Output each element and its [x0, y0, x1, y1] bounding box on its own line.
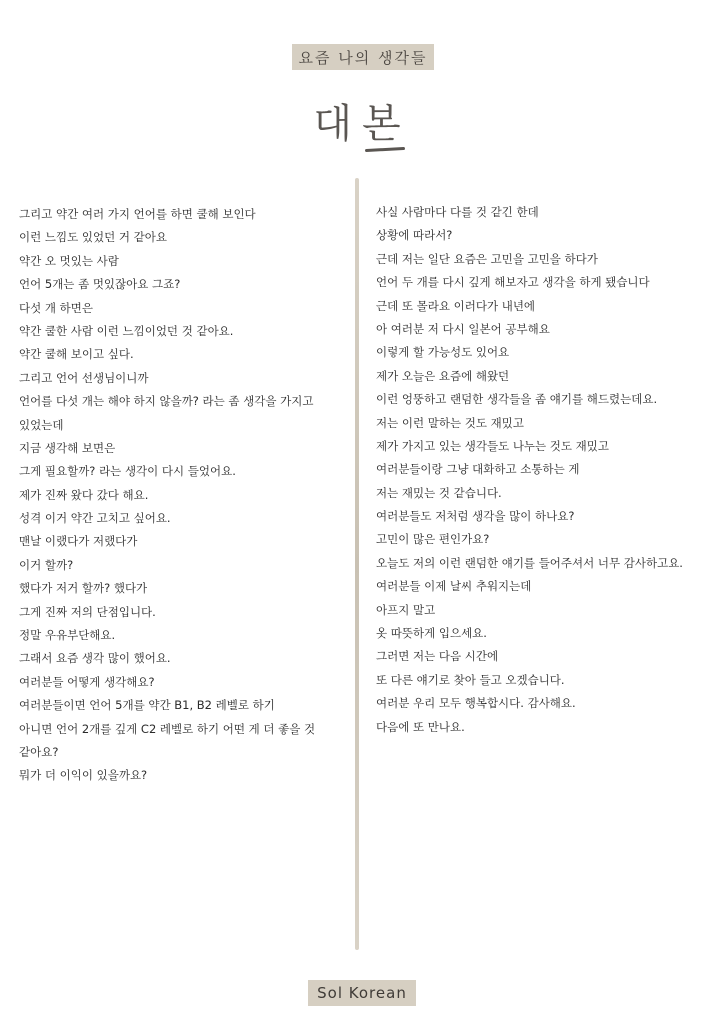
script-line: 그게 필요할까? 라는 생각이 다시 들었어요. [19, 464, 236, 479]
script-line: 이렇게 할 가능성도 있어요 [376, 345, 510, 360]
script-line: 여러분들이면 언어 5개를 약간 B1, B2 레벨로 하기 [19, 698, 275, 713]
script-line: 오늘도 저의 이런 랜덤한 얘기를 들어주셔서 너무 감사하고요. [376, 555, 683, 570]
script-line: 제가 가지고 있는 생각들도 나누는 것도 재밌고 [376, 438, 610, 453]
script-line: 또 다른 얘기로 찾아 들고 오겠습니다. [376, 672, 565, 687]
script-line: 이거 할까? [19, 557, 74, 572]
script-line: 제가 진짜 왔다 갔다 해요. [19, 487, 149, 502]
script-line: 언어를 다섯 개는 해야 하지 않을까? 라는 좀 생각을 가지고 [19, 394, 314, 409]
script-line: 아 여러분 저 다시 일본어 공부해요 [376, 321, 550, 336]
script-line: 언어 두 개를 다시 깊게 해보자고 생각을 하게 됐습니다 [376, 275, 650, 290]
left-column [19, 203, 349, 788]
script-line: 제가 오늘은 요즘에 해왔던 [376, 368, 510, 383]
script-line: 상황에 따라서? [376, 228, 453, 243]
script-line: 있었는데 [19, 417, 64, 432]
script-line: 그러면 저는 다음 시간에 [376, 649, 499, 664]
right-column [376, 201, 716, 739]
script-line: 뭐가 더 이익이 있을까요? [19, 768, 148, 783]
script-line: 그리고 약간 여러 가지 언어를 하면 쿨해 보인다 [19, 207, 256, 221]
brand-text: Sol Korean [317, 984, 407, 1002]
brand-tag [308, 980, 416, 1006]
script-line: 아프지 말고 [376, 602, 436, 617]
script-line: 했다가 저거 할까? 했다가 [19, 581, 148, 596]
script-line: 아니면 언어 2개를 깊게 C2 레벨로 하기 어떤 게 더 좋을 것 [19, 721, 316, 736]
script-line: 이런 엉뚱하고 랜덤한 생각들을 좀 얘기를 해드렸는데요. [376, 392, 658, 407]
script-line: 다음에 또 만나요. [376, 719, 465, 734]
script-line: 정말 우유부단해요. [19, 628, 116, 643]
script-line: 이런 느낌도 있었던 거 같아요 [19, 230, 167, 245]
script-line: 여러분 우리 모두 행복합시다. 감사해요. [376, 696, 576, 711]
script-line: 그게 진짜 저의 단점입니다. [19, 604, 156, 619]
script-line: 맨날 이랬다가 저랬다가 [19, 534, 138, 549]
script-line: 같아요? [19, 744, 59, 759]
script-line: 약간 오 멋있는 사람 [19, 253, 119, 268]
script-line: 고민이 많은 편인가요? [376, 532, 490, 547]
column-divider [355, 178, 359, 950]
script-line: 성격 이거 약간 고치고 싶어요. [19, 511, 171, 526]
script-line: 여러분들 어떻게 생각해요? [19, 674, 155, 689]
script-line: 사실 사람마다 다를 것 같긴 한데 [376, 205, 539, 219]
title-underline [365, 147, 405, 152]
script-line: 저는 재밌는 것 같습니다. [376, 485, 502, 500]
script-line: 여러분들 이제 날씨 추워지는데 [376, 579, 532, 594]
script-line: 언어 5개는 좀 멋있잖아요 그죠? [19, 277, 181, 292]
script-line: 근데 또 몰라요 이러다가 내년에 [376, 298, 536, 313]
script-line: 약간 쿨한 사람 이런 느낌이었던 것 같아요. [19, 323, 234, 338]
page-title: 대본 [313, 101, 411, 147]
script-line: 그리고 언어 선생님이니까 [19, 370, 149, 385]
script-line: 그래서 요즘 생각 많이 했어요. [19, 651, 171, 666]
script-line: 저는 이런 말하는 것도 재밌고 [376, 415, 524, 430]
subtitle-text: 요즘 나의 생각들 [298, 48, 428, 67]
subtitle-tag [292, 44, 434, 70]
script-line: 지금 생각해 보면은 [19, 440, 116, 455]
script-line: 근데 저는 일단 요즘은 고민을 고민을 하다가 [376, 251, 598, 266]
script-line: 약간 쿨해 보이고 싶다. [19, 347, 134, 362]
script-line: 여러분들도 저처럼 생각을 많이 하나요? [376, 509, 575, 524]
script-line: 옷 따뜻하게 입으세요. [376, 626, 487, 641]
script-line: 여러분들이랑 그냥 대화하고 소통하는 게 [376, 462, 580, 477]
script-line: 다섯 개 하면은 [19, 300, 93, 315]
